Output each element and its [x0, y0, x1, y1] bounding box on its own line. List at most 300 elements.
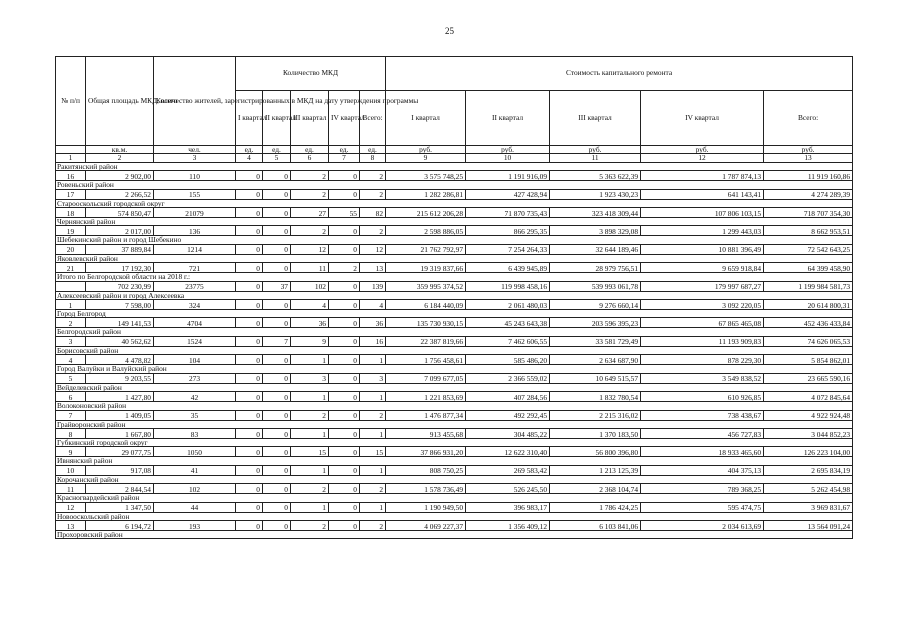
table-row [56, 484, 853, 494]
table-cell: 5 262 454,98 [764, 484, 853, 494]
table-cell: 13 [56, 520, 86, 530]
table-cell: 304 485,22 [466, 428, 550, 438]
region-row [56, 475, 853, 483]
table-cell: 878 229,30 [641, 355, 764, 365]
table-cell: 74 626 065,53 [764, 336, 853, 346]
table-cell: 203 596 395,23 [550, 318, 641, 328]
table-cell: 0 [263, 208, 291, 218]
table-cell: 3 575 748,25 [386, 171, 466, 181]
table-cell: 37 889,84 [86, 244, 154, 254]
region-name: Итого по Белгородской области на 2018 г.: [56, 273, 853, 281]
table-cell: 179 997 687,27 [641, 281, 764, 291]
unit-cell: руб. [386, 146, 466, 154]
table-cell: 22 387 819,66 [386, 336, 466, 346]
table-cell: 1 [360, 392, 386, 402]
region-row [56, 438, 853, 446]
column-number: 5 [263, 154, 291, 162]
region-name: Город Валуйки и Валуйский район [56, 365, 853, 373]
table-cell: 126 223 104,00 [764, 447, 853, 457]
region-row [56, 199, 853, 207]
region-row [56, 365, 853, 373]
table-cell: 12 622 310,40 [466, 447, 550, 457]
table-cell: 1 [56, 300, 86, 310]
table-cell: 2 [291, 226, 329, 236]
region-row [56, 236, 853, 244]
table-cell: 0 [236, 244, 263, 254]
region-name: Корочанский район [56, 475, 853, 483]
header-q4: IV квартал [329, 91, 360, 146]
table-cell: 610 926,85 [641, 392, 764, 402]
header-q3: III квартал [291, 91, 329, 146]
table-cell: 4 [56, 355, 86, 365]
table-cell: 0 [329, 189, 360, 199]
column-number: 1 [56, 154, 86, 162]
header-cost: Стоимость капитального ремонта [386, 57, 853, 91]
table-cell: 33 581 729,49 [550, 336, 641, 346]
table-cell: 0 [329, 465, 360, 475]
table-cell: 0 [329, 484, 360, 494]
region-name: Город Белгород [56, 310, 853, 318]
table-cell: 139 [360, 281, 386, 291]
region-name: Волоконовский район [56, 402, 853, 410]
table-row [56, 171, 853, 181]
table-cell: 1 832 780,54 [550, 392, 641, 402]
table-cell: 2 [360, 226, 386, 236]
table-cell: 110 [154, 171, 236, 181]
table-row [56, 392, 853, 402]
table-cell: 0 [263, 428, 291, 438]
table-cell: 12 [360, 244, 386, 254]
table-cell: 17 [56, 189, 86, 199]
unit-cell: ед. [291, 146, 329, 154]
table-cell: 1 356 409,12 [466, 520, 550, 530]
unit-cell: ед. [329, 146, 360, 154]
region-name: Вейделевский район [56, 383, 853, 391]
table-cell: 1 [360, 355, 386, 365]
table-cell: 155 [154, 189, 236, 199]
column-numbers-row [56, 154, 853, 162]
table-row [56, 428, 853, 438]
table-cell: 3 898 329,08 [550, 226, 641, 236]
table-cell: 16 [56, 171, 86, 181]
region-row [56, 291, 853, 299]
table-cell: 11 [56, 484, 86, 494]
table-cell: 215 612 206,28 [386, 208, 466, 218]
table-cell: 2 [56, 318, 86, 328]
table-cell: 2 366 559,02 [466, 373, 550, 383]
table-cell: 427 428,94 [466, 189, 550, 199]
table-cell: 6 184 440,09 [386, 300, 466, 310]
table-cell: 56 800 396,80 [550, 447, 641, 457]
table-cell: 738 438,67 [641, 410, 764, 420]
table-cell: 0 [236, 355, 263, 365]
header-residents: Количество жителей, зарегистрированных в МКД на дату утверждения программы [154, 57, 236, 146]
table-cell: 21 [56, 263, 86, 273]
table-cell: 808 750,25 [386, 465, 466, 475]
table-cell: 0 [263, 465, 291, 475]
table-cell: 0 [263, 410, 291, 420]
table-cell: 0 [329, 281, 360, 291]
table-cell: 55 [329, 208, 360, 218]
table-cell: 3 092 220,05 [641, 300, 764, 310]
unit-cell: ед. [236, 146, 263, 154]
table-cell: 4 274 289,39 [764, 189, 853, 199]
table-cell: 0 [236, 410, 263, 420]
table-cell: 8 [56, 428, 86, 438]
table-cell: 3 969 831,67 [764, 502, 853, 512]
table-cell: 1 [360, 428, 386, 438]
table-cell: 2 [360, 171, 386, 181]
table-cell: 21 762 792,97 [386, 244, 466, 254]
table-row [56, 502, 853, 512]
column-number: 6 [291, 154, 329, 162]
table-cell: 452 436 433,84 [764, 318, 853, 328]
table-cell: 102 [291, 281, 329, 291]
table-cell: 2 215 316,02 [550, 410, 641, 420]
column-number: 2 [86, 154, 154, 162]
table-cell: 0 [236, 502, 263, 512]
region-row [56, 383, 853, 391]
table-cell: 0 [236, 318, 263, 328]
table-cell [56, 281, 86, 291]
header-area: Общая площадь МКД, всего [86, 57, 154, 146]
table-row [56, 410, 853, 420]
table-cell: 3 549 838,52 [641, 373, 764, 383]
table-cell: 4 [360, 300, 386, 310]
region-row [56, 254, 853, 262]
table-cell: 1050 [154, 447, 236, 457]
table-cell: 323 418 309,44 [550, 208, 641, 218]
table-cell: 0 [263, 520, 291, 530]
table-cell: 9 203,55 [86, 373, 154, 383]
table-cell: 1 221 853,69 [386, 392, 466, 402]
table-cell: 104 [154, 355, 236, 365]
header-q2: II квартал [263, 91, 291, 146]
table-cell: 6 103 841,06 [550, 520, 641, 530]
table-row [56, 208, 853, 218]
table-cell: 913 455,68 [386, 428, 466, 438]
table-cell: 119 998 458,16 [466, 281, 550, 291]
table-cell: 1524 [154, 336, 236, 346]
unit-cell: руб. [641, 146, 764, 154]
table-cell: 23 665 590,16 [764, 373, 853, 383]
unit-cell: кв.м. [86, 146, 154, 154]
unit-cell: руб. [764, 146, 853, 154]
table-cell: 526 245,50 [466, 484, 550, 494]
table-cell: 0 [263, 189, 291, 199]
table-cell: 0 [329, 392, 360, 402]
table-cell: 0 [236, 465, 263, 475]
table-cell: 1 213 125,39 [550, 465, 641, 475]
table-cell: 492 292,45 [466, 410, 550, 420]
header-mkd-count: Количество МКД [236, 57, 386, 91]
table-cell: 1 [291, 465, 329, 475]
table-cell: 149 141,53 [86, 318, 154, 328]
table-cell: 0 [236, 281, 263, 291]
unit-cell: руб. [550, 146, 641, 154]
region-name: Губкинский городской округ [56, 438, 853, 446]
table-cell: 0 [329, 318, 360, 328]
table-cell: 18 933 465,60 [641, 447, 764, 457]
table-cell: 2 017,00 [86, 226, 154, 236]
table-cell: 4 072 845,64 [764, 392, 853, 402]
table-cell: 4 [291, 300, 329, 310]
table-cell: 7 254 264,33 [466, 244, 550, 254]
table-cell: 2 598 886,05 [386, 226, 466, 236]
table-cell: 83 [154, 428, 236, 438]
table-cell: 2 844,54 [86, 484, 154, 494]
table-cell: 2 [291, 484, 329, 494]
table-cell: 0 [236, 171, 263, 181]
table-cell: 193 [154, 520, 236, 530]
header-num: № п/п [56, 57, 86, 146]
column-number: 10 [466, 154, 550, 162]
table-cell: 8 662 953,51 [764, 226, 853, 236]
table-cell: 1 923 430,23 [550, 189, 641, 199]
table-cell: 2 902,00 [86, 171, 154, 181]
table-cell: 107 806 103,15 [641, 208, 764, 218]
table-cell: 7 462 606,55 [466, 336, 550, 346]
table-cell: 2 [329, 263, 360, 273]
table-cell: 11 [291, 263, 329, 273]
table-cell: 0 [263, 300, 291, 310]
table-cell: 2 [291, 171, 329, 181]
region-row [56, 530, 853, 538]
region-name: Борисовский район [56, 346, 853, 354]
region-row [56, 162, 853, 170]
unit-cell: чел. [154, 146, 236, 154]
page-number: 25 [445, 26, 454, 36]
table-cell: 7 598,00 [86, 300, 154, 310]
table-cell: 585 486,20 [466, 355, 550, 365]
table-row [56, 336, 853, 346]
table-cell: 721 [154, 263, 236, 273]
table-cell: 12 [56, 502, 86, 512]
table-cell: 0 [263, 263, 291, 273]
table-cell: 2 [360, 520, 386, 530]
table-cell: 1 409,05 [86, 410, 154, 420]
table-cell: 0 [236, 428, 263, 438]
region-name: Ивнянский район [56, 457, 853, 465]
table-cell: 17 192,30 [86, 263, 154, 273]
table-cell: 37 [263, 281, 291, 291]
column-number: 11 [550, 154, 641, 162]
table-cell: 0 [263, 484, 291, 494]
table-row [56, 244, 853, 254]
header-cost-q3: III квартал [550, 91, 641, 146]
table-cell: 595 474,75 [641, 502, 764, 512]
table-cell: 1 191 916,09 [466, 171, 550, 181]
region-name: Чернянский район [56, 218, 853, 226]
table-cell: 10 [56, 465, 86, 475]
region-row [56, 218, 853, 226]
table-cell: 136 [154, 226, 236, 236]
table-cell: 4 922 924,48 [764, 410, 853, 420]
table-cell: 0 [329, 447, 360, 457]
table-cell: 0 [236, 263, 263, 273]
column-number: 12 [641, 154, 764, 162]
table-cell: 10 649 515,57 [550, 373, 641, 383]
table-cell: 641 143,41 [641, 189, 764, 199]
region-row [56, 402, 853, 410]
table-cell: 0 [329, 226, 360, 236]
table-cell: 324 [154, 300, 236, 310]
table-cell: 6 194,72 [86, 520, 154, 530]
table-cell: 789 368,25 [641, 484, 764, 494]
table-cell: 2 [360, 410, 386, 420]
table-cell: 1 [291, 428, 329, 438]
table-cell: 1 370 183,50 [550, 428, 641, 438]
region-name: Алексеевский район и город Алексеевка [56, 291, 853, 299]
table-cell: 36 [360, 318, 386, 328]
table-cell: 36 [291, 318, 329, 328]
table-cell: 1214 [154, 244, 236, 254]
table-cell: 19 319 837,66 [386, 263, 466, 273]
table-cell: 15 [291, 447, 329, 457]
table-cell: 4 069 227,37 [386, 520, 466, 530]
table-cell: 1 427,80 [86, 392, 154, 402]
table-cell: 2 061 480,03 [466, 300, 550, 310]
header-total: Всего: [360, 91, 386, 146]
region-row [56, 346, 853, 354]
table-cell: 13 564 091,24 [764, 520, 853, 530]
table-cell: 9 [291, 336, 329, 346]
region-name: Старооскольский городской округ [56, 199, 853, 207]
table-cell: 0 [236, 373, 263, 383]
table-cell: 41 [154, 465, 236, 475]
table-cell: 0 [263, 171, 291, 181]
table-cell: 0 [236, 484, 263, 494]
table-cell: 0 [236, 226, 263, 236]
table-cell: 9 [56, 447, 86, 457]
table-row [56, 300, 853, 310]
region-row [56, 181, 853, 189]
table-cell: 273 [154, 373, 236, 383]
table-cell: 396 983,17 [466, 502, 550, 512]
region-name: Ровеньский район [56, 181, 853, 189]
table-cell: 2 634 687,90 [550, 355, 641, 365]
region-name: Ракитянский район [56, 162, 853, 170]
column-number: 13 [764, 154, 853, 162]
header-cost-q1: I квартал [386, 91, 466, 146]
table-cell: 1 578 736,49 [386, 484, 466, 494]
table-cell: 404 375,13 [641, 465, 764, 475]
table-cell: 1 [291, 392, 329, 402]
table-cell: 0 [329, 502, 360, 512]
table-cell: 11 193 909,83 [641, 336, 764, 346]
table-cell: 6 [56, 392, 86, 402]
table-cell: 2 [360, 189, 386, 199]
unit-cell: ед. [360, 146, 386, 154]
table-row [56, 355, 853, 365]
table-cell: 27 [291, 208, 329, 218]
table-cell: 1 476 877,34 [386, 410, 466, 420]
table-cell: 2 [291, 520, 329, 530]
table-cell: 1 667,80 [86, 428, 154, 438]
table-cell: 9 659 918,84 [641, 263, 764, 273]
table-cell: 1 299 443,03 [641, 226, 764, 236]
table-row [56, 520, 853, 530]
table-cell: 0 [263, 226, 291, 236]
table-cell: 135 730 930,15 [386, 318, 466, 328]
table-cell: 10 881 396,49 [641, 244, 764, 254]
table-cell: 0 [329, 410, 360, 420]
table-cell: 0 [329, 336, 360, 346]
table-row [56, 318, 853, 328]
table-cell: 0 [236, 336, 263, 346]
region-name: Яковлевский район [56, 254, 853, 262]
table-cell: 82 [360, 208, 386, 218]
table-cell: 0 [236, 300, 263, 310]
table-cell: 23775 [154, 281, 236, 291]
region-name: Грайворонский район [56, 420, 853, 428]
table-cell: 1 787 874,13 [641, 171, 764, 181]
header-q1: I квартал [236, 91, 263, 146]
table-cell: 11 919 160,86 [764, 171, 853, 181]
table-cell: 0 [236, 208, 263, 218]
table-cell: 718 707 354,30 [764, 208, 853, 218]
header-cost-total: Всего: [764, 91, 853, 146]
table-cell: 866 295,35 [466, 226, 550, 236]
unit-cell: ед. [263, 146, 291, 154]
table-row [56, 373, 853, 383]
table-cell: 7 [263, 336, 291, 346]
table-cell: 29 077,75 [86, 447, 154, 457]
table-cell: 20 614 800,31 [764, 300, 853, 310]
table-cell: 1 786 424,25 [550, 502, 641, 512]
table-cell: 359 995 374,52 [386, 281, 466, 291]
table-cell: 1 199 984 581,73 [764, 281, 853, 291]
region-row [56, 457, 853, 465]
unit-cell: руб. [466, 146, 550, 154]
table-cell: 0 [329, 300, 360, 310]
table-cell: 19 [56, 226, 86, 236]
table-cell: 1 [291, 502, 329, 512]
table-cell: 21079 [154, 208, 236, 218]
table-cell: 0 [263, 318, 291, 328]
table-cell: 0 [236, 447, 263, 457]
table-cell: 2 695 834,19 [764, 465, 853, 475]
table-cell: 4704 [154, 318, 236, 328]
table-cell: 1 282 286,81 [386, 189, 466, 199]
table-cell: 2 [291, 189, 329, 199]
region-row [56, 420, 853, 428]
table-cell: 7 [56, 410, 86, 420]
table-row [56, 281, 853, 291]
table-row [56, 465, 853, 475]
table-cell: 13 [360, 263, 386, 273]
table-row [56, 263, 853, 273]
table-cell: 40 562,62 [86, 336, 154, 346]
table-cell: 5 363 622,39 [550, 171, 641, 181]
table-cell: 5 854 862,01 [764, 355, 853, 365]
table-cell: 0 [236, 189, 263, 199]
table-cell: 102 [154, 484, 236, 494]
table-cell: 7 099 677,05 [386, 373, 466, 383]
table-cell: 269 583,42 [466, 465, 550, 475]
table-cell: 574 850,47 [86, 208, 154, 218]
table-cell: 71 870 735,43 [466, 208, 550, 218]
capital-repair-table [55, 56, 853, 539]
table-cell: 72 542 643,25 [764, 244, 853, 254]
table-cell: 1 347,50 [86, 502, 154, 512]
table-cell: 3 [291, 373, 329, 383]
table-cell: 0 [263, 392, 291, 402]
table-cell: 12 [291, 244, 329, 254]
region-row [56, 494, 853, 502]
table-cell: 5 [56, 373, 86, 383]
column-number: 7 [329, 154, 360, 162]
